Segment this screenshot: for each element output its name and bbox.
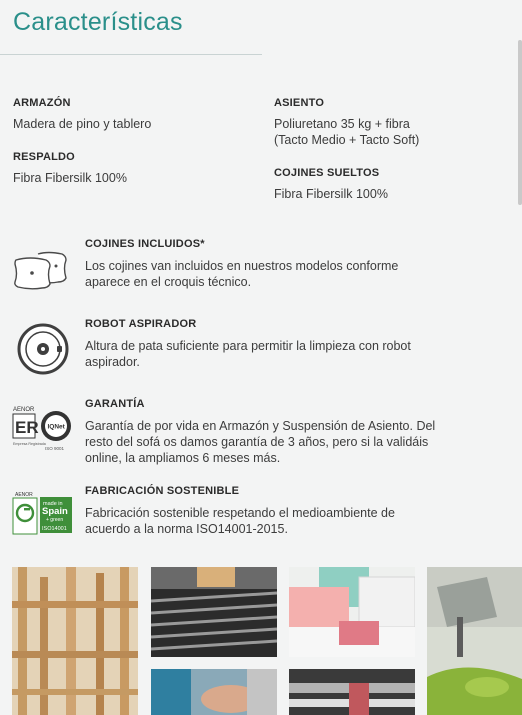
feature-text (85, 418, 465, 466)
spec-value: Fibra Fibersilk 100% (274, 187, 388, 201)
robot-vacuum-icon (16, 322, 70, 381)
er-caption-text: Empresa Registrada (13, 442, 46, 446)
spec-label: ARMAZÓN (13, 97, 71, 109)
feature-text-line: Altura de pata suficiente para permitir la limpieza con robot (85, 339, 411, 353)
feature-text (85, 258, 465, 290)
wooden-frame-photo[interactable] (12, 567, 138, 715)
fabric-rolls-photo[interactable] (289, 669, 415, 715)
feature-text-line: resto del sofá os damos garantía de 3 años, pero si la validáis (85, 435, 429, 449)
spec-label: ASIENTO (274, 97, 325, 109)
feature-heading: COJINES INCLUIDOS* (85, 238, 205, 250)
page-title: Características (13, 8, 183, 36)
photo-gallery (0, 567, 522, 715)
feature-robot (0, 318, 522, 378)
feature-text-line: aspirador. (85, 355, 140, 369)
feature-text-line: Los cojines van incluidos en nuestros modelos conforme (85, 259, 399, 273)
page-scrollbar[interactable] (518, 40, 522, 205)
iqnet-mark-text: IQNet (47, 423, 65, 431)
spec-value-line1: Poliuretano 35 kg + fibra (274, 117, 410, 131)
spec-asiento (274, 97, 419, 148)
title-divider (0, 54, 262, 55)
aenor-brand-text: AENOR (15, 492, 33, 498)
foam-blocks-photo[interactable] (289, 567, 415, 657)
spec-value: Madera de pino y tablero (13, 117, 152, 131)
made-in-spain-green-icon (12, 490, 74, 543)
er-mark-text: ER (15, 418, 39, 437)
workshop-worker-photo[interactable] (151, 669, 277, 715)
made-in-text: made in (43, 501, 63, 507)
aenor-brand-text: AENOR (13, 407, 35, 413)
feature-sustainable (0, 485, 522, 545)
feature-cushions (0, 236, 522, 296)
feature-text-line: online, la ampliamos 6 meses más. (85, 451, 281, 465)
feature-heading: FABRICACIÓN SOSTENIBLE (85, 485, 240, 497)
spec-armazon (13, 97, 151, 132)
spec-cojines (274, 167, 388, 202)
feature-text-line: acuerdo a la norma ISO14001-2015. (85, 522, 288, 536)
feature-text (85, 505, 465, 537)
iso-caption-text: ISO 9001 (45, 446, 65, 451)
green-text: + green (46, 517, 64, 523)
spec-label: COJINES SUELTOS (274, 167, 380, 179)
sewing-machine-photo[interactable] (427, 567, 522, 715)
feature-text (85, 338, 465, 370)
feature-text-line: Garantía de por vida en Armazón y Suspensión de Asiento. Del (85, 419, 436, 433)
cushions-icon (12, 248, 68, 297)
feature-heading: ROBOT ASPIRADOR (85, 318, 197, 330)
feature-heading: GARANTÍA (85, 398, 145, 410)
spec-label: RESPALDO (13, 151, 75, 163)
feature-text-line: Fabricación sostenible respetando el medioambiente de (85, 506, 395, 520)
spec-value: Fibra Fibersilk 100% (13, 171, 127, 185)
feature-warranty (0, 398, 522, 468)
iso14001-text: ISO14001 (42, 526, 67, 532)
spain-text: Spain (42, 506, 68, 517)
spec-value-line2: (Tacto Medio + Tacto Soft) (274, 133, 420, 147)
upholstery-springs-photo[interactable] (151, 567, 277, 657)
feature-text-line: aparece en el croquis técnico. (85, 275, 252, 289)
spec-respaldo (13, 151, 127, 186)
aenor-certification-icon (12, 404, 74, 461)
